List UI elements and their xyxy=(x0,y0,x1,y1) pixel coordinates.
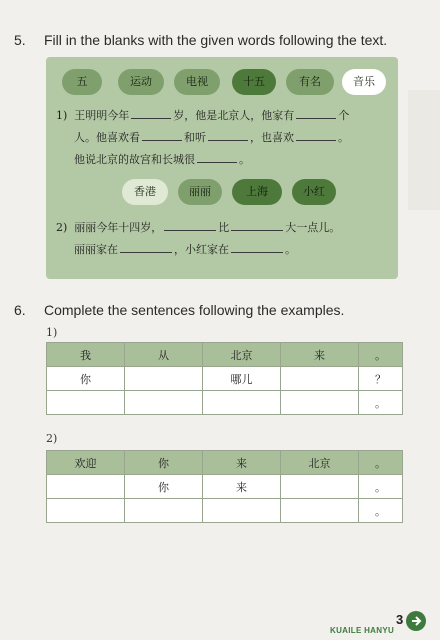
table-cell: 北京 xyxy=(281,451,359,475)
table-cell: 。 xyxy=(359,475,403,499)
next-arrow-icon[interactable] xyxy=(405,610,427,632)
word-chip: 小红 xyxy=(292,179,336,205)
table-cell: 你 xyxy=(125,451,203,475)
answer-cell[interactable] xyxy=(203,499,281,523)
answer-cell[interactable] xyxy=(125,499,203,523)
sentence-1-line-2 xyxy=(74,127,349,149)
table-cell: 你 xyxy=(47,367,125,391)
sentence-text: 丽丽今年十四岁， xyxy=(74,221,163,234)
sentence-text: 。 xyxy=(338,131,349,144)
answer-blank[interactable] xyxy=(142,129,182,141)
answer-blank[interactable] xyxy=(231,219,283,231)
table-cell: 从 xyxy=(125,343,203,367)
word-chip: 丽丽 xyxy=(178,179,222,205)
word-chip: 五 xyxy=(62,69,102,95)
sentence-text: 大一点儿。 xyxy=(285,221,341,234)
table-cell: 。 xyxy=(359,451,403,475)
question-5-text: Fill in the blanks with the given words following the text. xyxy=(44,32,388,48)
word-bank-row-2 xyxy=(46,179,398,205)
answer-blank[interactable] xyxy=(164,219,216,231)
sentence-2-line-2 xyxy=(74,239,296,261)
table-row xyxy=(47,475,403,499)
sentence-text: 比 xyxy=(218,221,230,234)
sentence-1-number: 1) xyxy=(56,109,68,122)
table-header-row xyxy=(47,343,403,367)
sentence-text: 个 xyxy=(338,109,350,122)
word-chip: 音乐 xyxy=(342,69,386,95)
answer-blank[interactable] xyxy=(296,107,336,119)
answer-cell[interactable] xyxy=(203,391,281,415)
sentence-text: 。 xyxy=(239,153,250,166)
table-cell: 北京 xyxy=(203,343,281,367)
table-cell: 哪儿 xyxy=(203,367,281,391)
answer-blank[interactable] xyxy=(197,151,237,163)
answer-cell[interactable] xyxy=(281,475,359,499)
answer-cell[interactable] xyxy=(47,391,125,415)
answer-cell[interactable] xyxy=(47,475,125,499)
answer-blank[interactable] xyxy=(131,107,171,119)
sentence-table-1 xyxy=(46,342,403,415)
table-1-label: 1) xyxy=(46,326,58,339)
table-row xyxy=(47,367,403,391)
answer-cell[interactable] xyxy=(281,499,359,523)
word-bank-row-1 xyxy=(46,69,398,95)
table-cell: 你 xyxy=(125,475,203,499)
table-cell: 。 xyxy=(359,391,403,415)
background-decoration xyxy=(408,90,440,210)
answer-cell[interactable] xyxy=(47,499,125,523)
answer-cell[interactable] xyxy=(125,367,203,391)
table-cell: 来 xyxy=(281,343,359,367)
sentence-text: ，小红家在 xyxy=(174,243,229,256)
sentence-text: 。 xyxy=(285,243,296,256)
table-cell: 我 xyxy=(47,343,125,367)
page-number: 3 xyxy=(396,612,404,627)
table-2-label: 2) xyxy=(46,432,58,445)
sentence-table-2 xyxy=(46,450,403,523)
sentence-2-line-1 xyxy=(56,217,340,239)
sentence-text: 丽丽家在 xyxy=(74,243,118,256)
answer-blank[interactable] xyxy=(231,241,283,253)
question-6-text: Complete the sentences following the examples. xyxy=(44,302,345,318)
table-cell: 来 xyxy=(203,451,281,475)
answer-cell[interactable] xyxy=(281,391,359,415)
sentence-text: 人。他喜欢看 xyxy=(74,131,140,144)
sentence-text: 和听 xyxy=(184,131,206,144)
word-chip: 运动 xyxy=(118,69,164,95)
word-chip: 十五 xyxy=(232,69,276,95)
word-chip: 香港 xyxy=(122,179,168,205)
sentence-1-line-3 xyxy=(74,149,250,171)
table-header-row xyxy=(47,451,403,475)
sentence-text: ，也喜欢 xyxy=(250,131,294,144)
word-bank-panel xyxy=(46,57,398,279)
answer-blank[interactable] xyxy=(120,241,172,253)
word-chip: 电视 xyxy=(174,69,220,95)
table-row xyxy=(47,391,403,415)
table-cell: ？ xyxy=(359,367,403,391)
table-cell: 。 xyxy=(359,499,403,523)
answer-cell[interactable] xyxy=(281,367,359,391)
question-6-number: 6. xyxy=(14,302,26,318)
table-row xyxy=(47,499,403,523)
sentence-2-number: 2) xyxy=(56,221,68,234)
answer-blank[interactable] xyxy=(296,129,336,141)
table-cell: 。 xyxy=(359,343,403,367)
word-chip: 上海 xyxy=(232,179,282,205)
table-cell: 来 xyxy=(203,475,281,499)
sentence-text: 岁，他是北京人，他家有 xyxy=(173,109,295,122)
question-5-number: 5. xyxy=(14,32,26,48)
answer-blank[interactable] xyxy=(208,129,248,141)
question-5-instruction xyxy=(14,32,387,48)
sentence-text: 他说北京的故宫和长城很 xyxy=(74,153,195,166)
table-cell: 欢迎 xyxy=(47,451,125,475)
answer-cell[interactable] xyxy=(125,391,203,415)
question-6-instruction xyxy=(14,302,344,318)
sentence-text: 王明明今年 xyxy=(74,109,130,122)
brand-name: KUAILE HANYU xyxy=(330,626,395,635)
word-chip: 有名 xyxy=(286,69,334,95)
sentence-1-line-1 xyxy=(56,105,349,127)
